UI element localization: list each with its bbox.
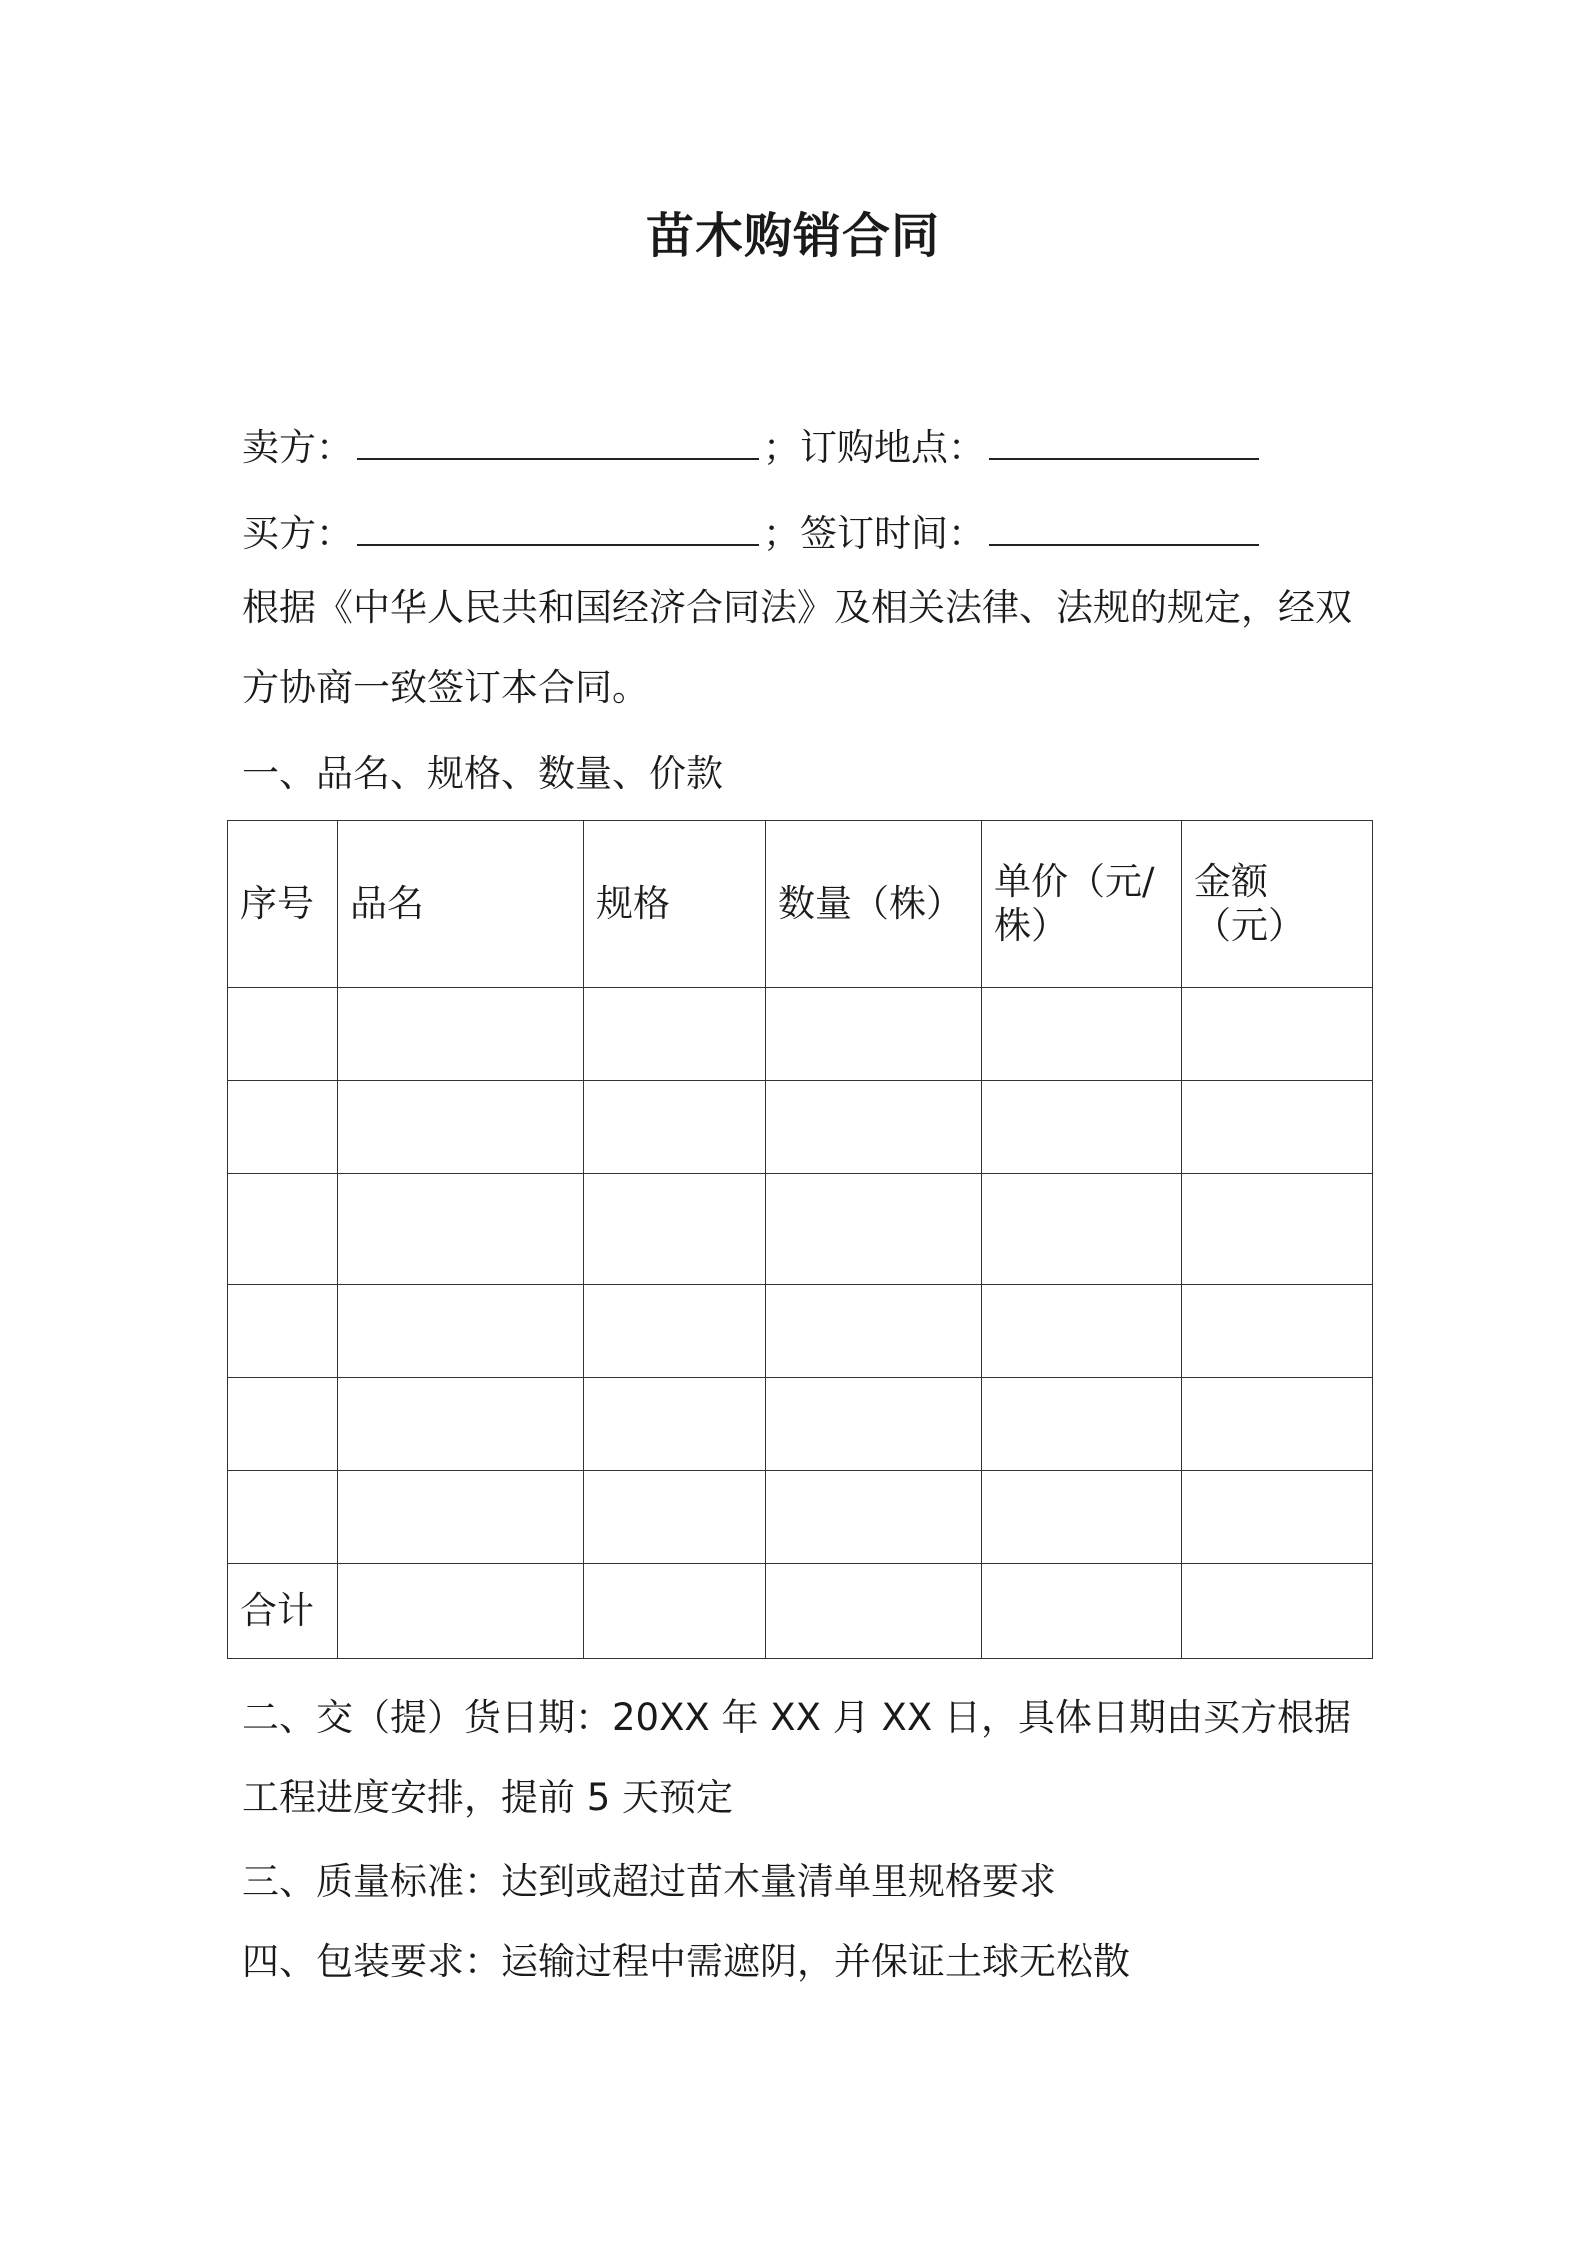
table-cell[interactable]: [982, 1471, 1182, 1564]
table-cell[interactable]: [1182, 1081, 1373, 1174]
section-4-packaging: 四、包装要求：运输过程中需遮阴，并保证土球无松散: [242, 1940, 1130, 1983]
table-cell[interactable]: [228, 1285, 338, 1378]
table-cell[interactable]: [584, 1564, 766, 1659]
table-cell[interactable]: [228, 988, 338, 1081]
table-cell[interactable]: [1182, 1174, 1373, 1285]
seller-blank[interactable]: [357, 420, 759, 460]
table-cell[interactable]: [766, 1081, 982, 1174]
table-row: [228, 1174, 1373, 1285]
table-row: [228, 1285, 1373, 1378]
sign-time-label: ；签订时间：: [763, 512, 985, 555]
table-cell[interactable]: [1182, 1471, 1373, 1564]
table-cell[interactable]: [982, 1564, 1182, 1659]
seller-row: [242, 420, 1259, 470]
table-cell[interactable]: [1182, 1564, 1373, 1659]
table-cell[interactable]: [766, 1174, 982, 1285]
header-amount: 金额（元）: [1182, 821, 1373, 988]
table-cell[interactable]: [982, 1174, 1182, 1285]
section-2-delivery: 二、交（提）货日期：20XX 年 XX 月 XX 日，具体日期由买方根据工程进度安排，提前 5 天预定: [242, 1696, 1351, 1819]
table-cell[interactable]: [338, 1285, 584, 1378]
seller-label: 卖方：: [242, 426, 353, 469]
order-place-label: ；订购地点：: [763, 426, 985, 469]
table-cell[interactable]: [766, 1378, 982, 1471]
table-row: [228, 1081, 1373, 1174]
table-cell[interactable]: [228, 1174, 338, 1285]
table-cell[interactable]: [982, 1081, 1182, 1174]
order-place-blank[interactable]: [989, 420, 1259, 460]
table-row: [228, 1378, 1373, 1471]
table-cell[interactable]: [766, 988, 982, 1081]
table-cell[interactable]: [584, 1378, 766, 1471]
items-table: [227, 820, 1373, 1659]
table-cell[interactable]: [338, 1471, 584, 1564]
table-cell[interactable]: [584, 1471, 766, 1564]
table-cell[interactable]: [766, 1285, 982, 1378]
table-header-row: [228, 821, 1373, 988]
table-cell[interactable]: [338, 1564, 584, 1659]
buyer-row: [242, 506, 1259, 556]
table-cell[interactable]: [228, 1378, 338, 1471]
buyer-blank[interactable]: [357, 506, 759, 546]
table-cell[interactable]: [982, 1378, 1182, 1471]
table-row: [228, 1471, 1373, 1564]
table-cell[interactable]: [1182, 988, 1373, 1081]
sign-time-blank[interactable]: [989, 506, 1259, 546]
table-cell[interactable]: [338, 1081, 584, 1174]
table-cell[interactable]: [228, 1081, 338, 1174]
table-cell[interactable]: [338, 1378, 584, 1471]
table-cell[interactable]: [584, 1285, 766, 1378]
section-3-quality: 三、质量标准：达到或超过苗木量清单里规格要求: [242, 1860, 1056, 1903]
header-name: 品名: [338, 821, 584, 988]
buyer-label: 买方：: [242, 512, 353, 555]
table-cell[interactable]: [982, 1285, 1182, 1378]
table-cell[interactable]: [982, 988, 1182, 1081]
table-cell[interactable]: [228, 1471, 338, 1564]
table-cell[interactable]: [1182, 1285, 1373, 1378]
section-1-heading: 一、品名、规格、数量、价款: [242, 752, 723, 795]
table-cell[interactable]: [584, 1081, 766, 1174]
header-quantity: 数量（株）: [766, 821, 982, 988]
table-cell[interactable]: [584, 1174, 766, 1285]
table-cell[interactable]: [766, 1471, 982, 1564]
table-row: [228, 988, 1373, 1081]
intro-paragraph: 根据《中华人民共和国经济合同法》及相关法律、法规的规定，经双方协商一致签订本合同。: [242, 586, 1352, 709]
header-index: 序号: [228, 821, 338, 988]
table-cell[interactable]: [338, 1174, 584, 1285]
table-cell[interactable]: [1182, 1378, 1373, 1471]
table-cell[interactable]: [584, 988, 766, 1081]
header-unit-price: 单价（元/株）: [982, 821, 1182, 988]
table-cell[interactable]: [766, 1564, 982, 1659]
table-cell[interactable]: [338, 988, 584, 1081]
document-title: 苗木购销合同: [645, 208, 940, 264]
table-total-row: [228, 1564, 1373, 1659]
total-label: 合计: [228, 1564, 338, 1659]
header-spec: 规格: [584, 821, 766, 988]
